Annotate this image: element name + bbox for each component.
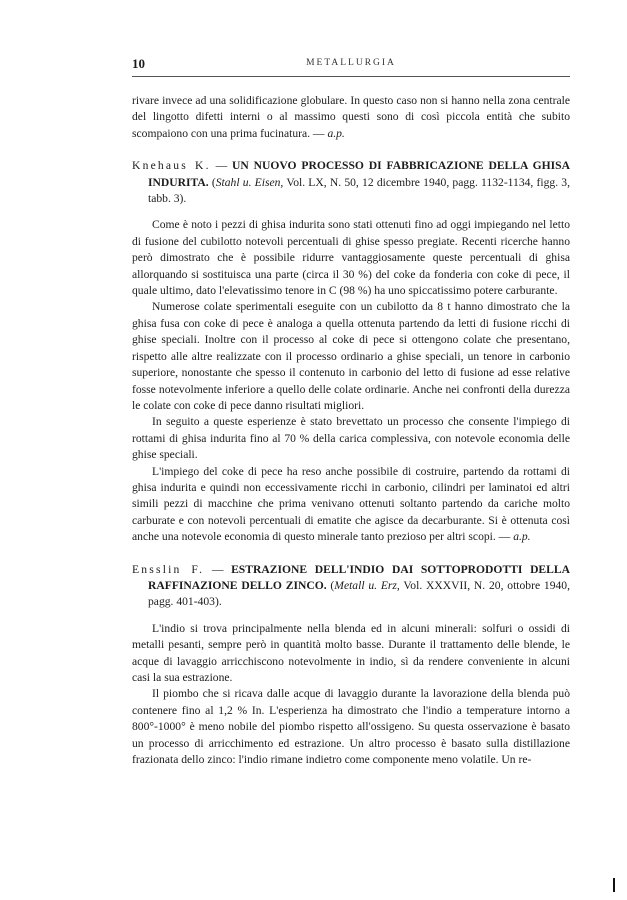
citation-details: Vol. XXXVII, N. 20, ottobre 1940, pagg. 401-403). <box>148 578 570 609</box>
article-signature: a.p. <box>513 530 531 544</box>
heading-dash: — <box>204 562 232 576</box>
page-header <box>132 56 570 77</box>
article-heading <box>132 562 570 611</box>
continuation-text: rivare invece ad una solidificazione globulare. In questo caso non si hanno nella zona centrale del lingotto difetti interni o al massimo questi sono di così piccola entità che subito scompaiono con una prima fucinatura. — <box>132 94 570 140</box>
page-number: 10 <box>132 56 145 71</box>
heading-dash: — <box>210 159 233 173</box>
continuation-signature: a.p. <box>327 126 345 140</box>
article-title: UN NUOVO PROCESSO DI FABBRICAZIONE DELLA GHISA INDURITA. <box>148 159 570 189</box>
citation-open: ( <box>208 175 216 189</box>
body-paragraph: In seguito a queste esperienze è stato brevettato un processo che consente l'impiego di rottami di ghisa indurita fino al 70 % della carica complessiva, con notevole economia delle ghise speciali. <box>132 415 570 462</box>
body-paragraph: L'indio si trova principalmente nella blenda ed in alcuni minerali: solfuri o ossidi di metalli pesanti, sempre però in quantità molto basse. Durante il trattamento delle blende, le acque di lavaggio arricchiscono notevolmente in indio, sì da rendere conveniente in alcuni casi la sua estrazione. <box>132 621 570 684</box>
body-text: L'impiego del coke di pece ha reso anche possibile di costruire, partendo da rottami di ghisa indurita e quindi non eccessivamente ricchi in carbonio, cilindri per laminatoi ed altri simili pezzi di macchine che prima venivano ottenuti soltanto partendo da cariche molto carburate e con notevoli percentuali di ematite che agisce da decarburante. Si è ottenuta così anche una notevole economia di questo minerale tanto prezioso per altri scopi. — <box>132 464 570 544</box>
citation-journal: Stahl u. Eisen, <box>215 175 284 189</box>
article-title: ESTRAZIONE DELL'INDIO DAI SOTTOPRODOTTI DELLA RAFFINAZIONE DELLO ZINCO. <box>148 562 571 592</box>
running-head: METALLURGIA <box>306 58 396 68</box>
text-column <box>132 93 570 768</box>
article-author: Ensslin F. <box>132 562 205 576</box>
body-paragraph: Numerose colate sperimentali eseguite con un cubilotto da 8 t hanno dimostrato che la ghisa fusa con coke di pece è analoga a quella ottenuta partendo da letti di fusione ricchi di ghise speciali. Inoltre con il processo al coke di pece si ottengono colate che presentano, rispetto alle altre realizzate con il processo ordinario a ghise speciali, un tenore in carbonio superiore, nonostante che spesso il contenuto in carbonio del letto di fusione ad esse relative fosse notevolmente inferiore a quello delle colate ordinarie. Anche nei confronti della durezza le colate con coke di pece danno risultati migliori. <box>132 300 570 412</box>
citation-journal: Metall u. Erz, <box>334 578 400 592</box>
article-ensslin <box>132 562 570 769</box>
continuation-paragraph <box>132 93 570 142</box>
body-paragraph: Il piombo che si ricava dalle acque di lavaggio durante la lavorazione della blenda può contenere fino al 1,2 % In. L'esperienza ha dimostrato che l'indio a temperature intorno a 800°-1000° è meno nobile del piombo rispetto all'ossigeno. Su questa osservazione è basato un processo di arricchimento ed estrazione. Un altro processo è basato sulla distillazione frazionata dello zinco: l'indio rimane indietro come componente meno volatile. Un re- <box>132 687 570 767</box>
page-edge-mark <box>613 878 615 892</box>
body-paragraph: Come è noto i pezzi di ghisa indurita sono stati ottenuti fino ad oggi impiegando nel letto di fusione del cubilotto notevoli percentuali di ghise spesso pregiate. Recenti ricerche hanno però dimostrato che è possibile ridurre vantaggiosamente queste percentuali di ghisa allorquando si sostituisca una parte (circa il 30 %) del coke da fonderia con coke di pece, il quale ultimo, dato l'elevatissimo tenore in C (98 %) ha uno spiccatissimo potere carburante. <box>132 218 570 298</box>
article-author: Knehaus K. <box>132 159 211 173</box>
citation-open: ( <box>326 578 335 592</box>
article-knehaus <box>132 158 570 545</box>
body-paragraph-last <box>132 464 570 546</box>
article-heading <box>132 158 570 207</box>
citation-details: Vol. LX, N. 50, 12 dicembre 1940, pagg. 1132-1134, figg. 3, tabb. 3). <box>148 175 571 206</box>
